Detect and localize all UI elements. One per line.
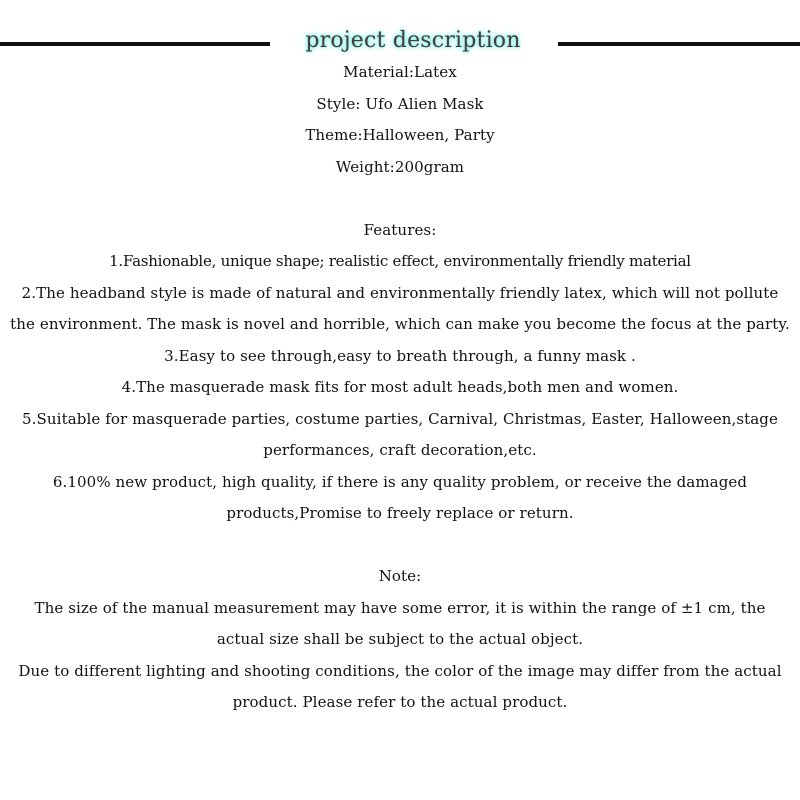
header-rule-right xyxy=(558,42,800,46)
spacer xyxy=(10,530,790,562)
section-header xyxy=(0,26,800,60)
feature-item-1: 1.Fashionable, unique shape; realistic effect, environmentally friendly material xyxy=(109,252,691,270)
spec-theme: Theme:Halloween, Party xyxy=(305,126,495,144)
note-heading: Note: xyxy=(378,567,422,585)
spec-style: Style: Ufo Alien Mask xyxy=(316,94,484,113)
feature-item-5: 5.Suitable for masquerade parties, costume parties, Carnival, Christmas, Easter, Halloween,stage performances, craft decoration,etc. xyxy=(22,409,778,459)
feature-item-3: 3.Easy to see through,easy to breath through, a funny mask . xyxy=(164,346,636,365)
note-item-1: The size of the manual measurement may have some error, it is within the range of ±1 cm, the actual size shall be subject to the actual object. xyxy=(34,598,766,648)
spacer xyxy=(10,183,790,215)
spec-material: Material:Latex xyxy=(343,63,457,81)
features-heading: Features: xyxy=(363,220,437,239)
header-rule-left xyxy=(0,42,270,46)
description-body xyxy=(10,57,790,719)
section-title: project description xyxy=(305,28,521,53)
feature-item-6: 6.100% new product, high quality, if there is any quality problem, or receive the damaged products,Promise to freely replace or return. xyxy=(52,472,748,522)
spec-weight: Weight:200gram xyxy=(335,157,465,176)
note-item-2: Due to different lighting and shooting conditions, the color of the image may differ from the actual product. Please refer to the actual product. xyxy=(18,661,782,711)
feature-item-4: 4.The masquerade mask fits for most adult heads,both men and women. xyxy=(121,378,679,396)
feature-item-2: 2.The headband style is made of natural and environmentally friendly latex, which will not pollute the environment. The mask is novel and horrible, which can make you become the focus at the party. xyxy=(10,283,790,333)
